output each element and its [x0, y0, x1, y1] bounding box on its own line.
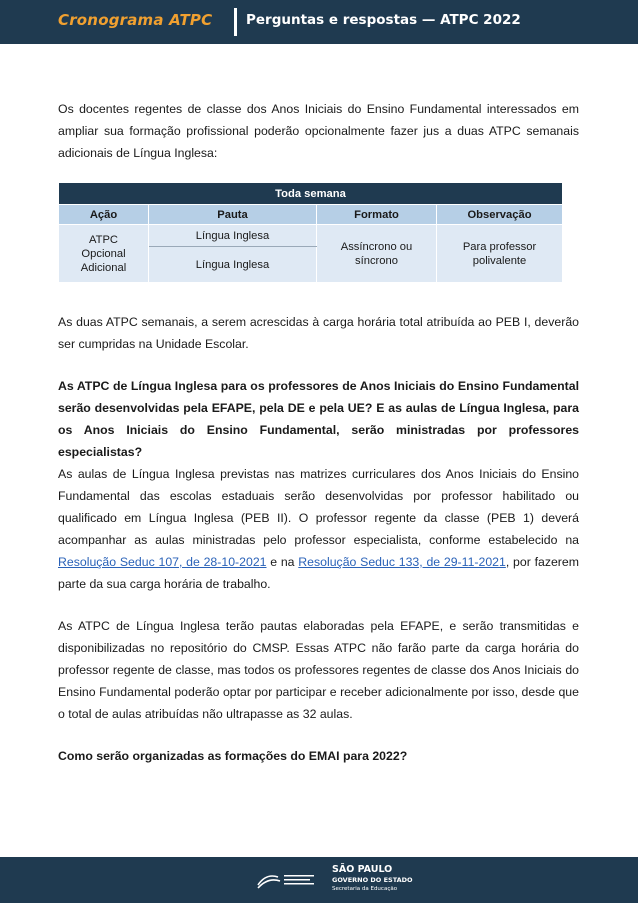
atpc-table	[58, 182, 563, 283]
paragraph-efape-cmsp: As ATPC de Língua Inglesa terão pautas elaboradas pela EFAPE, e serão transmitidas e disponibilizadas no repositório do CMSP. Essas ATPC não farão parte da carga horária do professor regente de classe, mas todos os professores regentes de classe dos Anos Iniciais do Ensino Fundamental poderão optar por participar e receber adicionalmente por isso, desde que o total de aulas atribuídas não ultrapasse as 32 aulas.	[58, 619, 579, 721]
intro-paragraph: Os docentes regentes de classe dos Anos Iniciais do Ensino Fundamental interessados em ampliar sua formação profissional poderão opcionalmente fazer jus a duas ATPC semanais adicionais de Língua Inglesa:	[58, 102, 579, 160]
link-resolucao-107[interactable]: Resolução Seduc 107, de 28-10-2021	[58, 555, 267, 569]
paragraph-peb: As duas ATPC semanais, a serem acrescidas à carga horária total atribuída ao PEB I, deverão ser cumpridas na Unidade Escolar.	[58, 315, 579, 351]
cell-acao	[59, 225, 149, 283]
governo-logo-text: GOVERNO DO ESTADO	[332, 876, 413, 884]
question-emai: Como serão organizadas as formações do EMAI para 2022?	[58, 749, 408, 763]
document-title: Perguntas e respostas — ATPC 2022	[246, 12, 521, 28]
answer-lingua-inglesa	[58, 463, 579, 595]
efape-logo-icon	[256, 869, 316, 891]
acao-text: ATPC Opcional Adicional	[80, 233, 127, 274]
col-header-formato: Formato	[317, 205, 437, 225]
cell-pauta-2: Língua Inglesa	[149, 247, 317, 283]
answer-text-c: , por fazerem parte da sua carga horária de trabalho.	[58, 555, 579, 591]
sao-paulo-logo-text: SÃO PAULO	[332, 864, 393, 875]
cell-observacao	[437, 225, 563, 283]
document-body	[58, 98, 579, 767]
formato-text: Assíncrono ou síncrono	[340, 240, 413, 267]
cell-formato	[317, 225, 437, 283]
table-caption: Toda semana	[59, 183, 563, 205]
header-divider	[234, 8, 237, 36]
col-header-pauta: Pauta	[149, 205, 317, 225]
footer-bar	[0, 857, 638, 903]
answer-text-b: e na	[266, 555, 299, 569]
link-resolucao-133[interactable]: Resolução Seduc 133, de 29-11-2021	[298, 555, 506, 569]
brand-title: Cronograma ATPC	[58, 11, 213, 29]
header-bar	[0, 0, 638, 44]
secretaria-logo-text: Secretaria da Educação	[332, 886, 398, 892]
observacao-text: Para professor polivalente	[462, 240, 537, 267]
cell-pauta-1: Língua Inglesa	[149, 225, 317, 247]
answer-text-a: As aulas de Língua Inglesa previstas nas matrizes curriculares dos Anos Iniciais do Ensino Fundamental das escolas estaduais serão desenvolvidas por professor habilitado ou qualificado em Língua Inglesa (PEB II). O professor regente da classe (PEB 1) deverá acompanhar as aulas ministradas pelo professor especialista, conforme estabelecido na	[58, 467, 579, 547]
col-header-acao: Ação	[59, 205, 149, 225]
question-lingua-inglesa: As ATPC de Língua Inglesa para os professores de Anos Iniciais do Ensino Fundamental serão desenvolvidas pela EFAPE, pela DE e pela UE? E as aulas de Língua Inglesa, para os Anos Iniciais do Ensino Fundamental, serão ministradas por professores especialistas?	[58, 379, 579, 459]
col-header-observacao: Observação	[437, 205, 563, 225]
